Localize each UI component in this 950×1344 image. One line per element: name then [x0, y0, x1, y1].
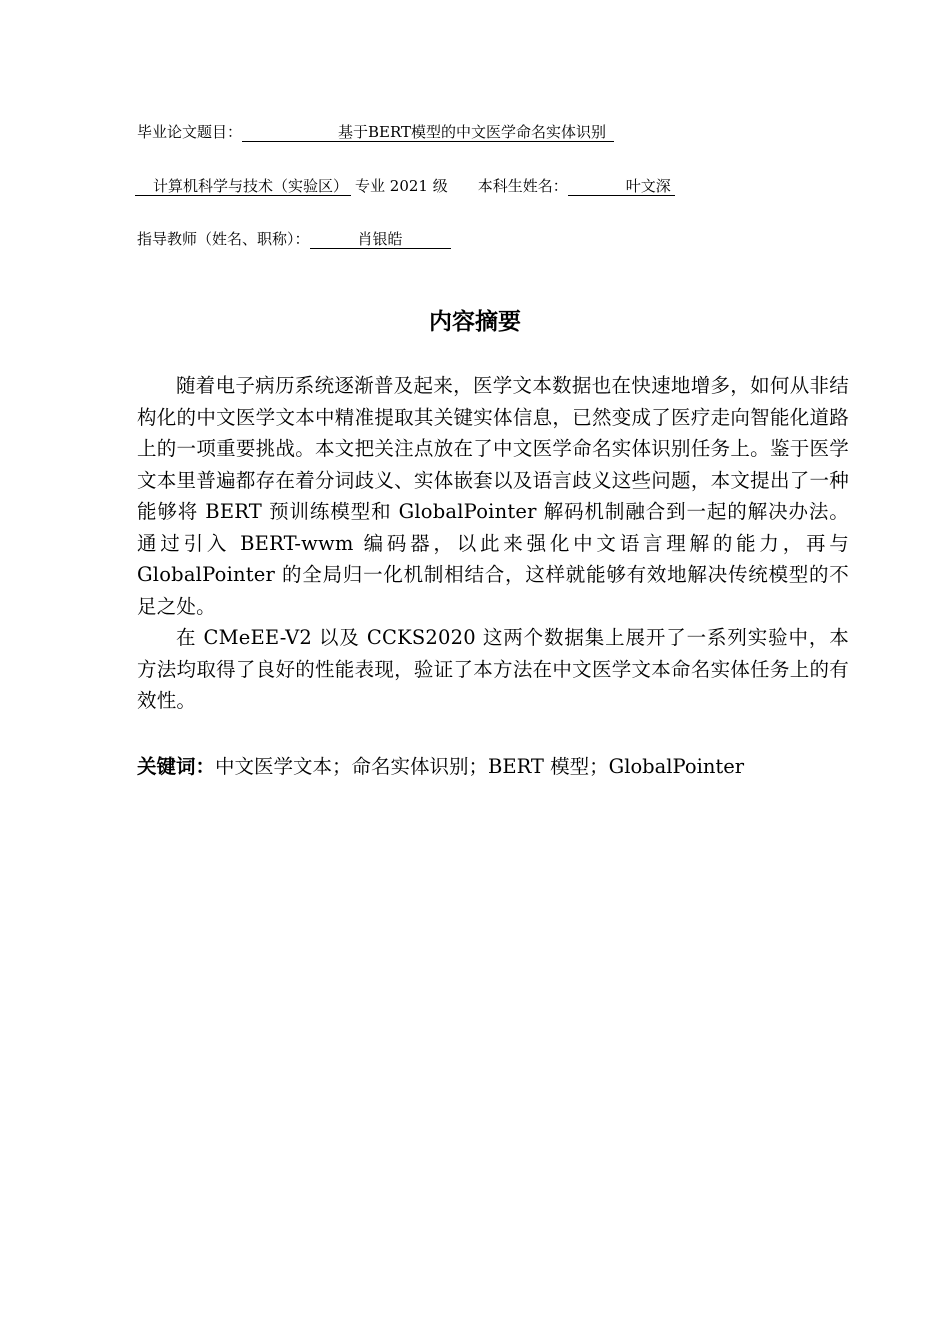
advisor-name-value: 肖银皓	[310, 230, 451, 249]
major-student-line	[137, 176, 675, 196]
abstract-paragraph: 随着电子病历系统逐渐普及起来，医学文本数据也在快速地增多，如何从非结构化的中文医学文本中精准提取其关键实体信息，已然变成了医疗走向智能化道路上的一项重要挑战。本文把关注点放在了中文医学命名实体识别任务上。鉴于医学文本里普遍都存在着分词歧义、实体嵌套以及语言歧义这些问题，本文提出了一种能够将 BERT 预训练模型和 GlobalPointer 解码机制融合到一起的解决办法。通过引入 BERT-wwm 编码器，以此来强化中文语言理解的能力，再与 GlobalPointer 的全局归一化机制相结合，这样就能够有效地解决传统模型的不足之处。	[137, 374, 849, 618]
abstract-heading: 内容摘要	[429, 309, 521, 335]
abstract-paragraph: 在 CMeEE-V2 以及 CCKS2020 这两个数据集上展开了一系列实验中，本方法均取得了良好的性能表现，验证了本方法在中文医学文本命名实体任务上的有效性。	[137, 626, 849, 712]
keywords-label: 关键词：	[137, 755, 216, 778]
keywords-text: 中文医学文本；命名实体识别；BERT 模型；GlobalPointer	[215, 755, 745, 778]
student-name-value: 叶文深	[568, 177, 675, 196]
thesis-title-label: 毕业论文题目：	[137, 123, 243, 141]
abstract-body	[137, 370, 849, 717]
thesis-title-line	[137, 122, 614, 142]
major-suffix: 专业 2021 级	[355, 177, 448, 195]
advisor-line	[137, 229, 451, 249]
thesis-title-value: 基于BERT模型的中文医学命名实体识别	[242, 123, 614, 142]
keywords-line	[137, 752, 744, 782]
student-label: 本科生姓名：	[477, 177, 568, 195]
advisor-label: 指导教师（姓名、职称）：	[137, 230, 310, 248]
major-value: 计算机科学与技术（实验区）	[135, 177, 351, 196]
